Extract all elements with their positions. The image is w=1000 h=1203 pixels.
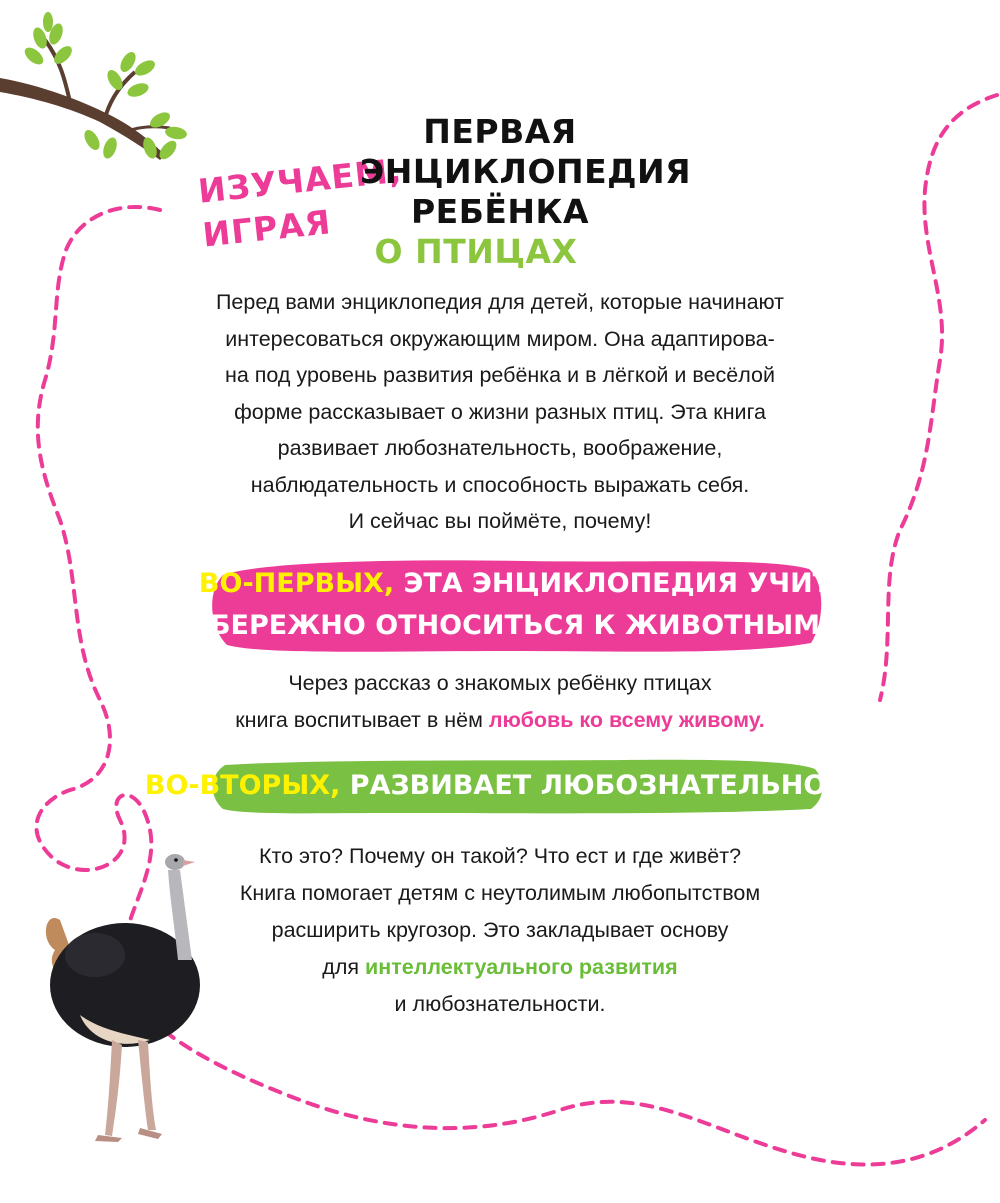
body-line: Через рассказ о знакомых ребёнку птицах [288, 671, 712, 695]
section-2-banner [144, 757, 886, 815]
tree-branch-illustration [0, 12, 188, 162]
slogan-line: ИГРАЯ [200, 202, 333, 255]
section-2-body [150, 838, 850, 1023]
section-1-banner [198, 555, 832, 655]
section-1-body [150, 665, 850, 739]
body-line: Книга помогает детям с неутолимым любопытством [239, 881, 761, 905]
body-line: Кто это? Почему он такой? Что ест и где живёт? [258, 844, 742, 868]
title-accent-line: О ПТИЦАХ [374, 232, 578, 271]
intro-line: интересоваться окружающим миром. Она адаптирова- [225, 326, 775, 351]
body-line [150, 949, 850, 986]
intro-line: форме рассказывает о жизни разных птиц. Эта книга [234, 399, 766, 424]
section-1-title-line-2: БЕРЕЖНО ОТНОСИТЬСЯ К ЖИВОТНЫМ [209, 610, 821, 641]
section-2-highlight: ВО-ВТОРЫХ, [144, 770, 341, 801]
page-title [360, 112, 692, 272]
title-line: ЭНЦИКЛОПЕДИЯ [360, 152, 692, 191]
intro-line: на под уровень развития ребёнка и в лёгкой и весёлой [224, 363, 775, 387]
emphasis-text: любовь ко всему живому. [488, 708, 765, 732]
section-1-highlight: ВО-ПЕРВЫХ, [198, 568, 395, 599]
intro-line: И сейчас вы поймёте, почему! [348, 509, 652, 533]
emphasis-text: интеллектуального развития [365, 955, 678, 979]
body-text: книга воспитывает в нём [235, 708, 489, 732]
section-1-title-rest: ЭТА ЭНЦИКЛОПЕДИЯ УЧИТ [403, 568, 832, 599]
slogan-line: ИЗУЧАЕМ, [196, 150, 404, 211]
body-text: для [322, 955, 366, 979]
intro-paragraph [150, 284, 850, 540]
intro-line: Перед вами энциклопедия для детей, которые начинают [215, 290, 785, 314]
title-line: РЕБЁНКА [410, 192, 590, 231]
title-line: ПЕРВАЯ [423, 112, 577, 151]
intro-line: развивает любознательность, воображение, [277, 436, 723, 460]
body-line [150, 702, 850, 739]
body-line: расширить кругозор. Это закладывает основу [271, 918, 729, 942]
section-2-title-rest: РАЗВИВАЕТ ЛЮБОЗНАТЕЛЬНОСТЬ [349, 770, 886, 801]
section-2-title-line [145, 765, 885, 807]
section-1-title-line [199, 563, 831, 605]
body-line: и любознательности. [394, 992, 606, 1016]
intro-line: наблюдательность и способность выражать себя. [250, 472, 750, 497]
